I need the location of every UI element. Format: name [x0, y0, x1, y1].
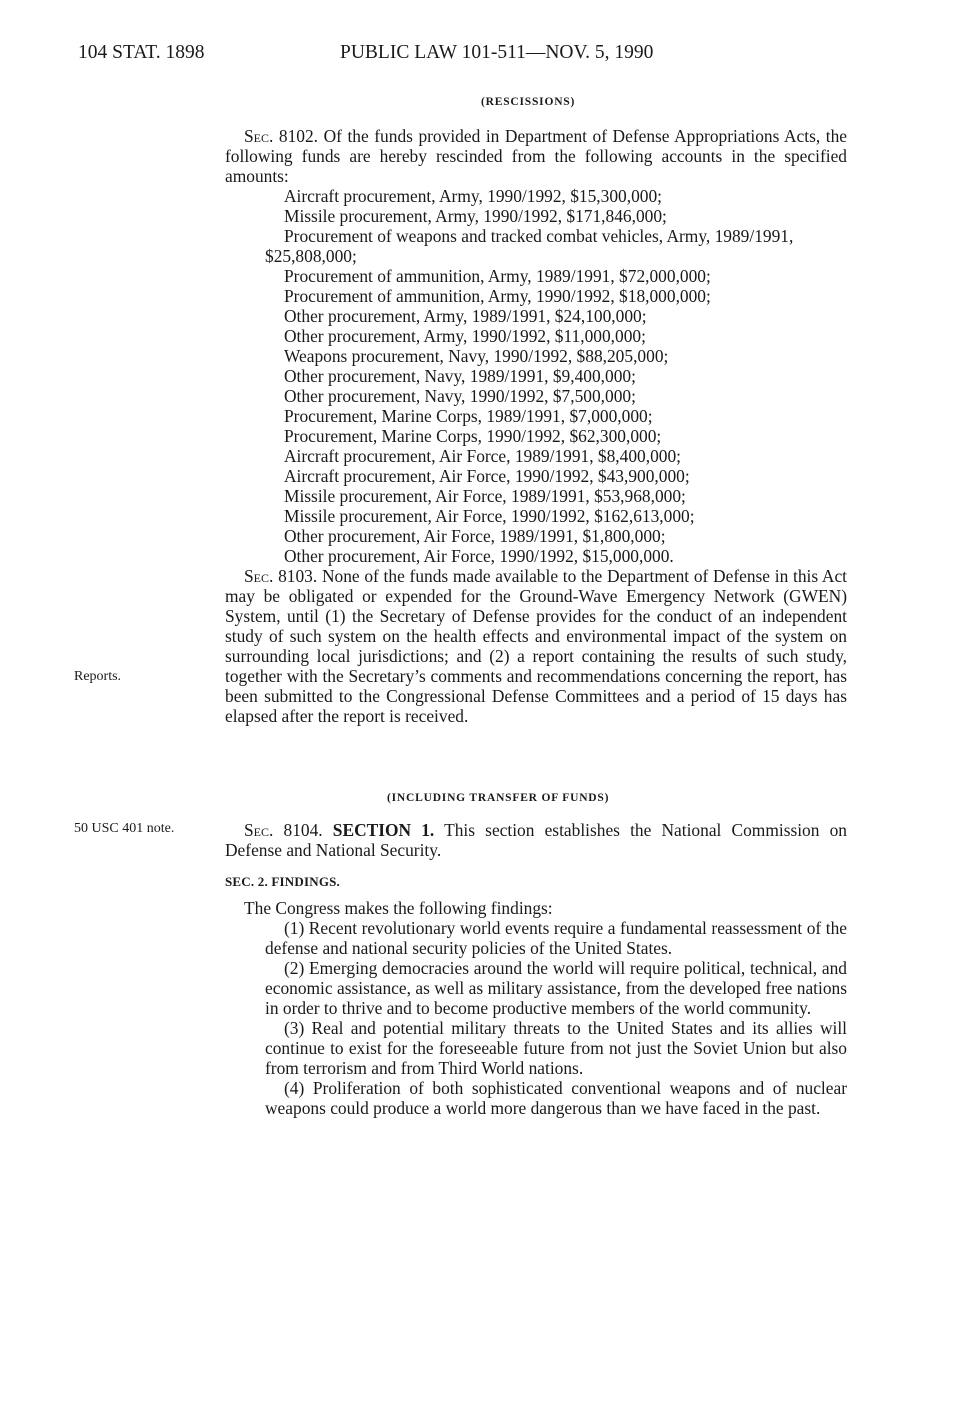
usc-margin-note: 50 USC 401 note. — [74, 821, 175, 836]
rescission-list — [225, 186, 847, 566]
list-item: Procurement of weapons and tracked combat vehicles, Army, 1989/1991, $25,808,000; — [265, 226, 794, 266]
list-item: Procurement, Marine Corps, 1990/1992, $62,300,000; — [284, 426, 662, 446]
section-label: Sec. — [244, 566, 274, 586]
finding-item: (3) Real and potential military threats to the United States and its allies will continue to exist for the foreseeable future from not just the Soviet Union but also from terrorism and from Third World nations. — [265, 1018, 847, 1078]
rescissions-heading: (RESCISSIONS) — [481, 96, 576, 108]
list-item: Procurement of ammunition, Army, 1989/1991, $72,000,000; — [284, 266, 711, 286]
list-item: Other procurement, Navy, 1989/1991, $9,400,000; — [284, 366, 636, 386]
findings-heading: SEC. 2. FINDINGS. — [225, 874, 341, 889]
list-item: Missile procurement, Air Force, 1990/1992, $162,613,000; — [284, 506, 695, 526]
list-item: Other procurement, Army, 1989/1991, $24,100,000; — [284, 306, 647, 326]
public-law-reference: PUBLIC LAW 101-511—NOV. 5, 1990 — [340, 42, 654, 63]
list-item: Other procurement, Air Force, 1990/1992, $15,000,000. — [284, 546, 674, 566]
section-8102-paragraph — [225, 126, 847, 186]
section-number: 8104. — [273, 820, 333, 840]
list-item: Aircraft procurement, Air Force, 1989/1991, $8,400,000; — [284, 446, 681, 466]
list-item: Other procurement, Navy, 1990/1992, $7,500,000; — [284, 386, 636, 406]
finding-item: (1) Recent revolutionary world events require a fundamental reassessment of the defense and national security policies of the United States. — [265, 918, 847, 958]
finding-item: (4) Proliferation of both sophisticated conventional weapons and of nuclear weapons could produce a world more dangerous than we have faced in the past. — [265, 1078, 847, 1118]
section-one-heading: SECTION 1. — [332, 820, 435, 840]
section-8103-text: 8103. None of the funds made available to the Department of Defense in this Act may be obligated or expended for the Ground-Wave Emergency Network (GWEN) System, until (1) the Secretary of Defense provides for the conduct of an independent study of such system on the health effects and environmental impact of the system on surrounding local jurisdictions; and (2) a report containing the results of such study, together with the Secretary’s comments and recommendations concerning the report, has been submitted to the Congressional Defense Committees and a period of 15 days has elapsed after the report is received. — [225, 566, 847, 726]
list-item: Procurement, Marine Corps, 1989/1991, $7,000,000; — [284, 406, 653, 426]
list-item: Aircraft procurement, Air Force, 1990/1992, $43,900,000; — [284, 466, 690, 486]
list-item: Other procurement, Air Force, 1989/1991, $1,800,000; — [284, 526, 666, 546]
transfer-heading: (INCLUDING TRANSFER OF FUNDS) — [387, 792, 610, 804]
running-header — [78, 42, 654, 64]
section-8103-paragraph — [225, 566, 847, 726]
list-item: Procurement of ammunition, Army, 1990/1992, $18,000,000; — [284, 286, 711, 306]
section-8102-block — [225, 126, 847, 726]
list-item: Missile procurement, Army, 1990/1992, $171,846,000; — [284, 206, 667, 226]
list-item: Missile procurement, Air Force, 1989/1991, $53,968,000; — [284, 486, 686, 506]
stat-page-reference: 104 STAT. 1898 — [78, 42, 205, 63]
section-8104-text: This section establishes the National Commission on Defense and National Security. — [225, 820, 847, 860]
reports-margin-note: Reports. — [74, 669, 122, 684]
section-8104-paragraph — [225, 820, 847, 860]
finding-item: (2) Emerging democracies around the world will require political, technical, and economic assistance, as well as military assistance, from the developed free nations in order to thrive and to become productive members of the world community. — [265, 958, 847, 1018]
section-8102-text: 8102. Of the funds provided in Department of Defense Appropriations Acts, the following funds are hereby rescinded from the following accounts in the specified amounts: — [225, 126, 847, 186]
list-item: Weapons procurement, Navy, 1990/1992, $88,205,000; — [284, 346, 669, 366]
section-label: Sec. — [244, 820, 274, 840]
section-8104-block — [225, 820, 847, 1118]
section-label: Sec. — [244, 126, 274, 146]
list-item: Aircraft procurement, Army, 1990/1992, $15,300,000; — [284, 186, 663, 206]
list-item: Other procurement, Army, 1990/1992, $11,000,000; — [284, 326, 646, 346]
findings-intro: The Congress makes the following findings: — [244, 898, 553, 918]
